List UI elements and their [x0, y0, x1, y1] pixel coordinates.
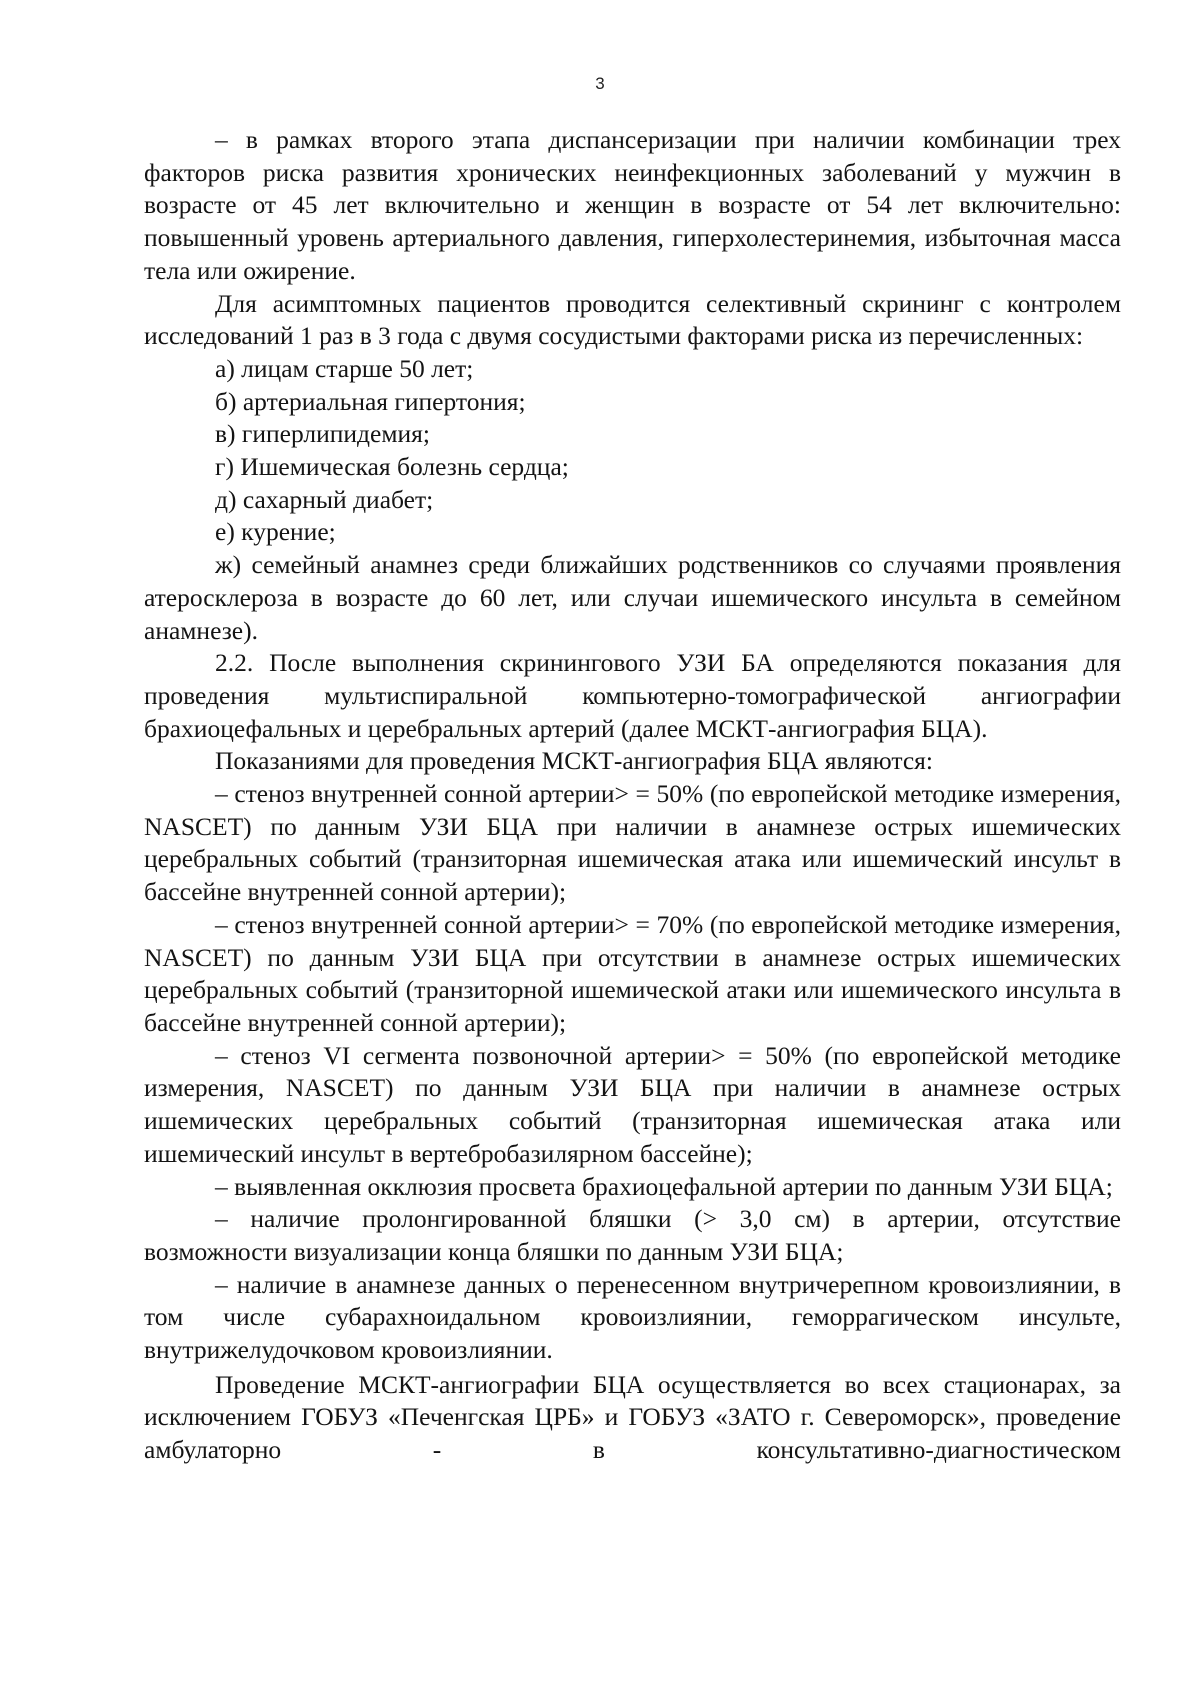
list-item: д) сахарный диабет; — [215, 484, 434, 514]
paragraph-screening-stage-two: – в рамках второго этапа диспансеризации при наличии комбинации трех факторов риска развития хронических неинфекционных заболеваний у мужчин в возрасте от 45 лет включительно и женщин в возрасте от 54 лет включительно: повышенный уровень артериального давления, гиперхолестеринемия, избыточная масса тела или ожирение. — [144, 125, 1121, 285]
indication-item: – выявленная окклюзия просвета брахиоцефальной артерии по данным УЗИ БЦА; — [215, 1171, 1113, 1201]
paragraph-msct-availability: Проведение МСКТ-ангиографии БЦА осуществляется во всех стационарах, за исключением ГОБУЗ «Печенгская ЦРБ» и ГОБУЗ «ЗАТО г. Североморск», проведение амбулаторно - в консультативно-диагностическом — [144, 1369, 1121, 1465]
indication-item: – стеноз VI сегмента позвоночной артерии> = 50% (по европейской методике измерения, NASCET) по данным УЗИ БЦА при наличии в анамнезе острых ишемических церебральных событий (транзиторная ишемическая атака или ишемический инсульт в вертебробазилярном бассейне); — [144, 1040, 1121, 1168]
risk-factor-list — [144, 353, 1121, 647]
indication-item: – стеноз внутренней сонной артерии> = 70% (по европейской методике измерения, NASCET) по данным УЗИ БЦА при отсутствии в анамнезе острых ишемических церебральных событий (транзиторной ишемической атаки или ишемического инсульта в бассейне внутренней сонной артерии); — [144, 909, 1121, 1037]
indication-item: – стеноз внутренней сонной артерии> = 50% (по европейской методике измерения, NASCET) по данным УЗИ БЦА при наличии в анамнезе острых ишемических церебральных событий (транзиторная ишемическая атака или ишемический инсульт в бассейне внутренней сонной артерии); — [144, 779, 1121, 907]
list-item: ж) семейный анамнез среди ближайших родственников со случаями проявления атеросклероза в возрасте до 60 лет, или случаи ишемического инсульта в семейном анамнезе). — [144, 550, 1121, 645]
list-item: г) Ишемическая болезнь сердца; — [215, 452, 569, 482]
paragraph-indications-heading: Показаниями для проведения МСКТ-ангиография БЦА являются: — [215, 746, 933, 776]
list-item: е) курение; — [215, 517, 336, 547]
document-body — [144, 124, 1121, 1467]
indication-item: – наличие в анамнезе данных о перенесенном внутричерепном кровоизлиянии, в том числе субарахноидальном кровоизлиянии, геморрагическом инсульте, внутрижелудочковом кровоизлиянии. — [144, 1269, 1121, 1365]
list-item: в) гиперлипидемия; — [215, 419, 430, 449]
paragraph-asymptomatic-screening: Для асимптомных пациентов проводится селективный скрининг с контролем исследований 1 раз в 3 года с двумя сосудистыми факторами риска из перечисленных: — [144, 288, 1121, 351]
indications-list — [144, 778, 1121, 1367]
list-item: б) артериальная гипертония; — [215, 386, 526, 416]
indication-item: – наличие пролонгированной бляшки (> 3,0 см) в артерии, отсутствие возможности визуализации конца бляшки по данным УЗИ БЦА; — [144, 1204, 1121, 1266]
paragraph-section-2-2: 2.2. После выполнения скринингового УЗИ БА определяются показания для проведения мультиспиральной компьютерно-томографической ангиографии брахиоцефальных и церебральных артерий (далее МСКТ-ангиография БЦА). — [144, 648, 1121, 743]
list-item: а) лицам старше 50 лет; — [215, 353, 474, 383]
page-number: 3 — [595, 74, 605, 93]
